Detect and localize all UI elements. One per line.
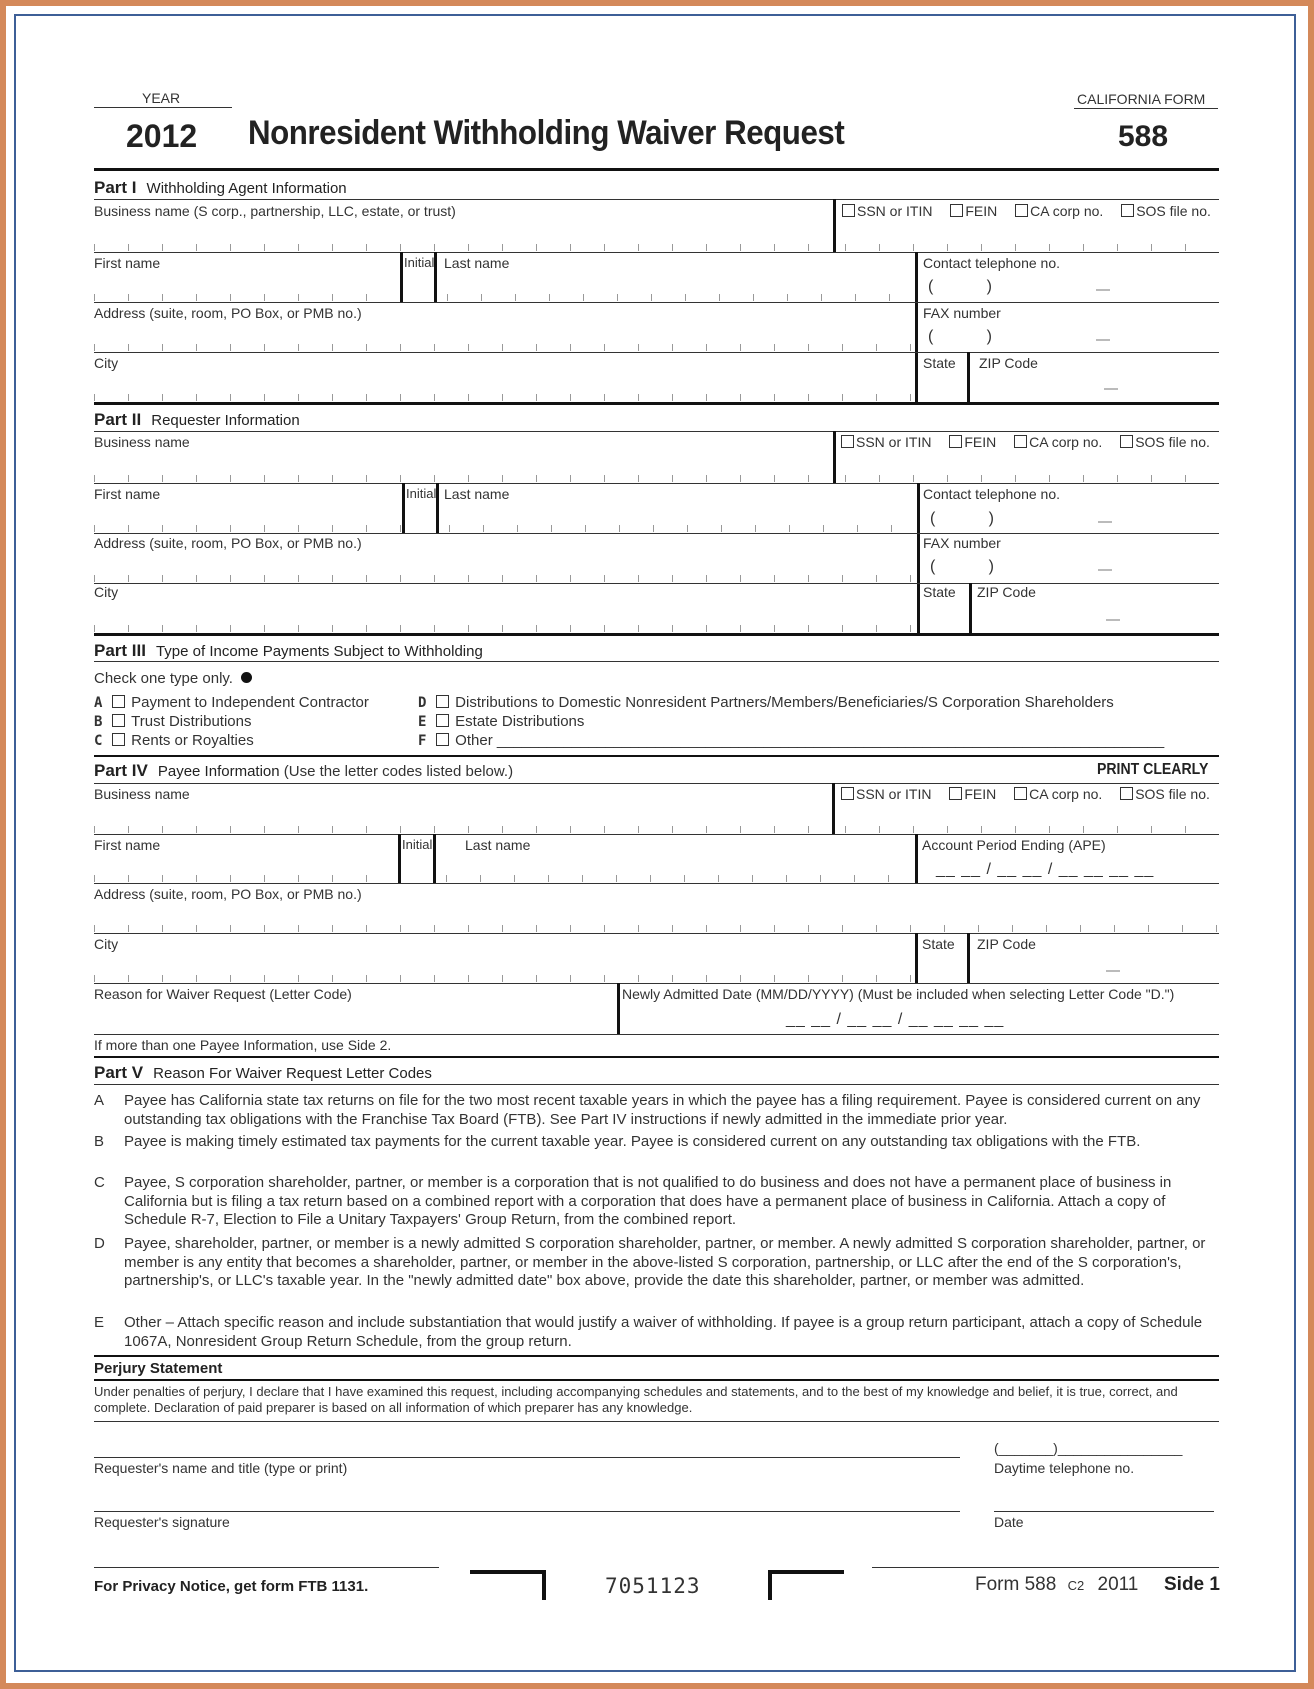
option-f-checkbox[interactable] (436, 733, 449, 746)
income-option-c[interactable]: C Rents or Royalties (94, 732, 254, 749)
perjury-text-rule (94, 1421, 1219, 1422)
part1-last-name-field[interactable] (447, 294, 915, 301)
part1-id-divider (833, 199, 836, 252)
part1-id-types: SSN or ITIN FEIN CA corp no. SOS file no. (842, 203, 1211, 219)
income-option-a[interactable]: A Payment to Independent Contractor (94, 694, 369, 711)
footer-form-id: Form 588 C2 2011 (975, 1574, 1139, 1595)
part3-end-rule (94, 755, 1219, 757)
part5-number: Part V (94, 1063, 144, 1082)
footer-right-rule (872, 1567, 1219, 1568)
part2-row-rule (94, 583, 1219, 584)
part2-first-name-label: First name (94, 486, 161, 502)
date-label: Date (994, 1514, 1024, 1530)
part4-first-name-label: First name (94, 837, 161, 853)
part4-business-name-label: Business name (94, 786, 190, 802)
part2-phone-dash (1098, 521, 1112, 523)
part1-business-name-label: Business name (S corp., partnership, LLC, estate, or trust) (94, 203, 456, 219)
part4-title: Payee Information (157, 763, 280, 780)
ape-field[interactable]: __ __ / __ __ / __ __ __ __ (936, 861, 1155, 878)
perjury-title-rule (94, 1379, 1219, 1381)
part2-last-name-label: Last name (444, 486, 510, 502)
form-label-underline (1074, 108, 1218, 109)
sos-checkbox[interactable] (1120, 435, 1133, 448)
part2-end-rule (94, 633, 1219, 636)
part4-address-label: Address (suite, room, PO Box, or PMB no.) (94, 886, 362, 902)
part2-number: Part II (94, 410, 142, 429)
part1-row-rule (94, 352, 1219, 353)
part3-number: Part III (94, 641, 146, 660)
requester-signature-line[interactable] (94, 1511, 960, 1512)
part4-admitted-divider (617, 983, 620, 1034)
part2-address-field[interactable] (94, 575, 917, 582)
part1-row-rule (94, 252, 1219, 253)
option-a-checkbox[interactable] (112, 695, 125, 708)
option-d-checkbox[interactable] (436, 695, 449, 708)
reason-e: E Other – Attach specific reason and include substantiation that would justify a waiver of withholding. If payee is a group return participant, attach a copy of Schedule 1067A, Nonresident Group Return Schedule, from the group return. (94, 1314, 1203, 1350)
scan-corner-right (768, 1570, 844, 1600)
ca-corp-checkbox[interactable] (1014, 787, 1027, 800)
newly-admitted-label: Newly Admitted Date (MM/DD/YYYY) (Must be included when selecting Letter Code "D.") (622, 986, 1175, 1002)
part2-phone-field[interactable]: ( ) (930, 510, 994, 527)
part4-city-label: City (94, 936, 119, 952)
part1-rule (94, 199, 1219, 200)
header-rule (94, 168, 1219, 171)
part2-id-types: SSN or ITIN FEIN CA corp no. SOS file no. (841, 434, 1210, 450)
part1-phone-divider (915, 252, 918, 402)
more-payees-note: If more than one Payee Information, use Side 2. (94, 1037, 392, 1053)
part1-zip-label: ZIP Code (979, 355, 1038, 371)
part1-city-field[interactable] (94, 394, 915, 401)
sos-checkbox[interactable] (1120, 787, 1133, 800)
part1-state-label: State (923, 355, 956, 371)
part2-fax-label: FAX number (923, 535, 1001, 551)
part4-last-name-field[interactable] (446, 875, 915, 882)
part4-ape-divider (915, 834, 918, 883)
part2-zip-dash (1106, 619, 1120, 621)
part2-id-divider (833, 431, 836, 483)
part2-row-rule (94, 533, 1219, 534)
part1-phone-dash (1096, 289, 1110, 291)
part2-business-name-field[interactable] (94, 475, 833, 482)
year-label: YEAR (142, 90, 181, 106)
part4-zip-dash (1106, 970, 1120, 972)
requester-name-line[interactable] (94, 1457, 960, 1458)
part1-zip-dash (1104, 388, 1118, 390)
part2-city-label: City (94, 584, 119, 600)
reason-b: B Payee is making timely estimated tax payments for the current taxable year. Payee is considered current on any outstanding tax obligations with the FTB. (94, 1133, 1141, 1150)
part1-first-name-label: First name (94, 255, 161, 271)
part4-initial-label: Initial (402, 837, 433, 852)
reason-c: C Payee, S corporation shareholder, partner, or member is a corporation that is not qualified to do business and does not have a permanent place of business in California but is filing a tax return based on a combined report with a corporation that does have a permanent place of business in California. Attach a copy of Schedule R-7, Election to File a Unitary Taxpayers' Group Return, from the combined report. (94, 1174, 1172, 1228)
part1-contact-phone-label: Contact telephone no. (923, 255, 1060, 271)
perjury-title: Perjury Statement (94, 1360, 223, 1377)
part1-initial-divider (400, 252, 403, 302)
year-underline (94, 107, 232, 108)
part2-rule (94, 431, 1219, 432)
part4-state-label: State (922, 936, 955, 952)
ape-label: Account Period Ending (APE) (922, 837, 1106, 853)
part2-city-field[interactable] (94, 625, 917, 632)
side-label: Side 1 (1164, 1574, 1220, 1595)
part5-rule (94, 1084, 1219, 1085)
option-b-checkbox[interactable] (112, 714, 125, 727)
part1-city-label: City (94, 355, 119, 371)
part1-id-number-field[interactable] (845, 244, 1219, 251)
part3-rule (94, 661, 1219, 662)
part4-heading (94, 761, 513, 781)
part4-row-rule (94, 1034, 1219, 1035)
print-clearly: PRINT CLEARLY (1097, 761, 1209, 778)
part1-first-name-field[interactable] (94, 294, 400, 301)
part4-first-name-field[interactable] (94, 875, 398, 882)
part2-zip-label: ZIP Code (977, 584, 1036, 600)
scan-corner-left (470, 1570, 546, 1600)
part2-row-rule (94, 483, 1219, 484)
part2-zip-divider (969, 583, 972, 633)
part4-id-types: SSN or ITIN FEIN CA corp no. SOS file no. (841, 786, 1210, 802)
part4-row-rule (94, 983, 1219, 984)
part1-zip-divider (967, 352, 970, 402)
part4-id-divider (832, 783, 835, 834)
part2-last-name-field[interactable] (449, 525, 917, 532)
part4-number: Part IV (94, 761, 148, 780)
option-e-checkbox[interactable] (436, 714, 449, 727)
part1-initial-label: Initial (404, 255, 435, 270)
footer-left-rule (94, 1567, 439, 1568)
part4-last-name-label: Last name (465, 837, 531, 853)
part2-state-label: State (923, 584, 956, 600)
part2-heading (94, 410, 300, 430)
part2-initial-label: Initial (406, 486, 437, 501)
part1-fax-dash (1096, 339, 1110, 341)
ssn-checkbox[interactable] (842, 204, 855, 217)
part1-end-rule (94, 402, 1219, 405)
part4-zip-label: ZIP Code (977, 936, 1036, 952)
part2-fax-dash (1098, 569, 1112, 571)
waiver-reason-label: Reason for Waiver Request (Letter Code) (94, 986, 352, 1002)
ca-corp-checkbox[interactable] (1015, 204, 1028, 217)
part2-address-label: Address (suite, room, PO Box, or PMB no.) (94, 535, 362, 551)
part2-business-name-label: Business name (94, 434, 190, 450)
part1-phone-field[interactable]: ( ) (928, 278, 992, 295)
part2-phone-divider (917, 483, 920, 633)
part4-last-divider (433, 834, 436, 883)
part1-business-name-field[interactable] (94, 244, 833, 251)
sos-checkbox[interactable] (1121, 204, 1134, 217)
california-form-label: CALIFORNIA FORM (1077, 91, 1206, 107)
fein-checkbox[interactable] (949, 435, 962, 448)
part3-title: Type of Income Payments Subject to Withholding (155, 643, 483, 660)
part1-title: Withholding Agent Information (146, 180, 347, 197)
part1-fax-field[interactable]: ( ) (928, 328, 992, 345)
part2-id-number-field[interactable] (845, 475, 1219, 482)
part4-zip-divider (967, 933, 970, 983)
income-option-d[interactable]: D Distributions to Domestic Nonresident Partners/Members/Beneficiaries/S Corporation Shareholders (418, 694, 1114, 711)
date-line[interactable] (994, 1511, 1214, 1512)
newly-admitted-field[interactable]: __ __ / __ __ / __ __ __ __ (786, 1011, 1005, 1028)
part2-last-divider (436, 483, 439, 533)
part4-address-field[interactable] (94, 925, 1219, 932)
part3-heading (94, 641, 483, 661)
part1-last-name-label: Last name (444, 255, 510, 271)
income-option-f[interactable]: F Other ________________________________________________________________________________ (418, 732, 1165, 749)
part4-row-rule (94, 883, 1219, 884)
fein-checkbox[interactable] (949, 787, 962, 800)
daytime-phone-field[interactable]: (_______)________________ (994, 1440, 1183, 1456)
check-one-label: Check one type only. (94, 670, 252, 687)
daytime-phone-label: Daytime telephone no. (994, 1460, 1135, 1476)
part1-row-rule (94, 302, 1219, 303)
fein-checkbox[interactable] (950, 204, 963, 217)
part1-address-field[interactable] (94, 344, 915, 351)
ssn-checkbox[interactable] (841, 787, 854, 800)
income-option-b[interactable]: B Trust Distributions (94, 713, 252, 730)
perjury-top-rule (94, 1355, 1219, 1357)
form-title: Nonresident Withholding Waiver Request (248, 114, 845, 152)
part1-fax-label: FAX number (923, 305, 1001, 321)
ssn-checkbox[interactable] (841, 435, 854, 448)
form-code: 7051123 (605, 1574, 701, 1598)
part2-contact-phone-label: Contact telephone no. (923, 486, 1060, 502)
form-year: 2012 (126, 118, 198, 154)
part5-title: Reason For Waiver Request Letter Codes (153, 1065, 432, 1082)
privacy-notice: For Privacy Notice, get form FTB 1131. (94, 1578, 369, 1595)
perjury-text: Under penalties of perjury, I declare that I have examined this request, including accompanying schedules and statements, and to the best of my knowledge and belief, it is true, correct, and complete. Declaration of paid preparer is based on all information of which preparer has any knowledge. (94, 1384, 1178, 1415)
ca-corp-checkbox[interactable] (1014, 435, 1027, 448)
part4-row-rule (94, 933, 1219, 934)
part4-business-name-field[interactable] (94, 826, 832, 833)
part4-row-rule (94, 834, 1219, 835)
part2-initial-divider (402, 483, 405, 533)
bullet-icon (241, 672, 252, 683)
part1-heading (94, 178, 347, 198)
part2-fax-field[interactable]: ( ) (930, 558, 994, 575)
income-option-e[interactable]: E Estate Distributions (418, 713, 585, 730)
requester-name-label: Requester's name and title (type or print) (94, 1460, 348, 1476)
part2-title: Requester Information (151, 412, 300, 429)
part1-last-divider (434, 252, 437, 302)
part4-rule (94, 783, 1219, 784)
part4-end-rule (94, 1056, 1219, 1058)
requester-signature-label: Requester's signature (94, 1514, 230, 1530)
part4-city-field[interactable] (94, 975, 915, 982)
reason-d: D Payee, shareholder, partner, or member is a newly admitted S corporation shareholder, partner, or member. A newly admitted S corporation shareholder, partner, or member is any entity that becomes a shareholder, partner, or member in the above-listed S corporation, partnership, or LLC after the end of the S corporation's, partnership's, or LLC's taxable year. In the "newly admitted date" box above, provide the date this shareholder, partner, or member was admitted. (94, 1235, 1206, 1289)
part4-initial-divider (398, 834, 401, 883)
reason-a: A Payee has California state tax returns on file for the two most recent taxable years in which the payee has a filing requirement. Payee is considered current on any outstanding tax obligations with the Franchise Tax Board (FTB). See Part IV instructions if newly admitted in the immediate prior year. (94, 1092, 1201, 1128)
part4-state-divider (915, 933, 918, 983)
part5-heading (94, 1063, 432, 1083)
form-number: 588 (1118, 120, 1169, 153)
part4-title-note: (Use the letter codes listed below.) (283, 763, 514, 780)
part1-address-label: Address (suite, room, PO Box, or PMB no.) (94, 305, 362, 321)
part1-number: Part I (94, 178, 137, 197)
part4-id-number-field[interactable] (845, 826, 1219, 833)
part2-first-name-field[interactable] (94, 525, 402, 532)
option-c-checkbox[interactable] (112, 733, 125, 746)
